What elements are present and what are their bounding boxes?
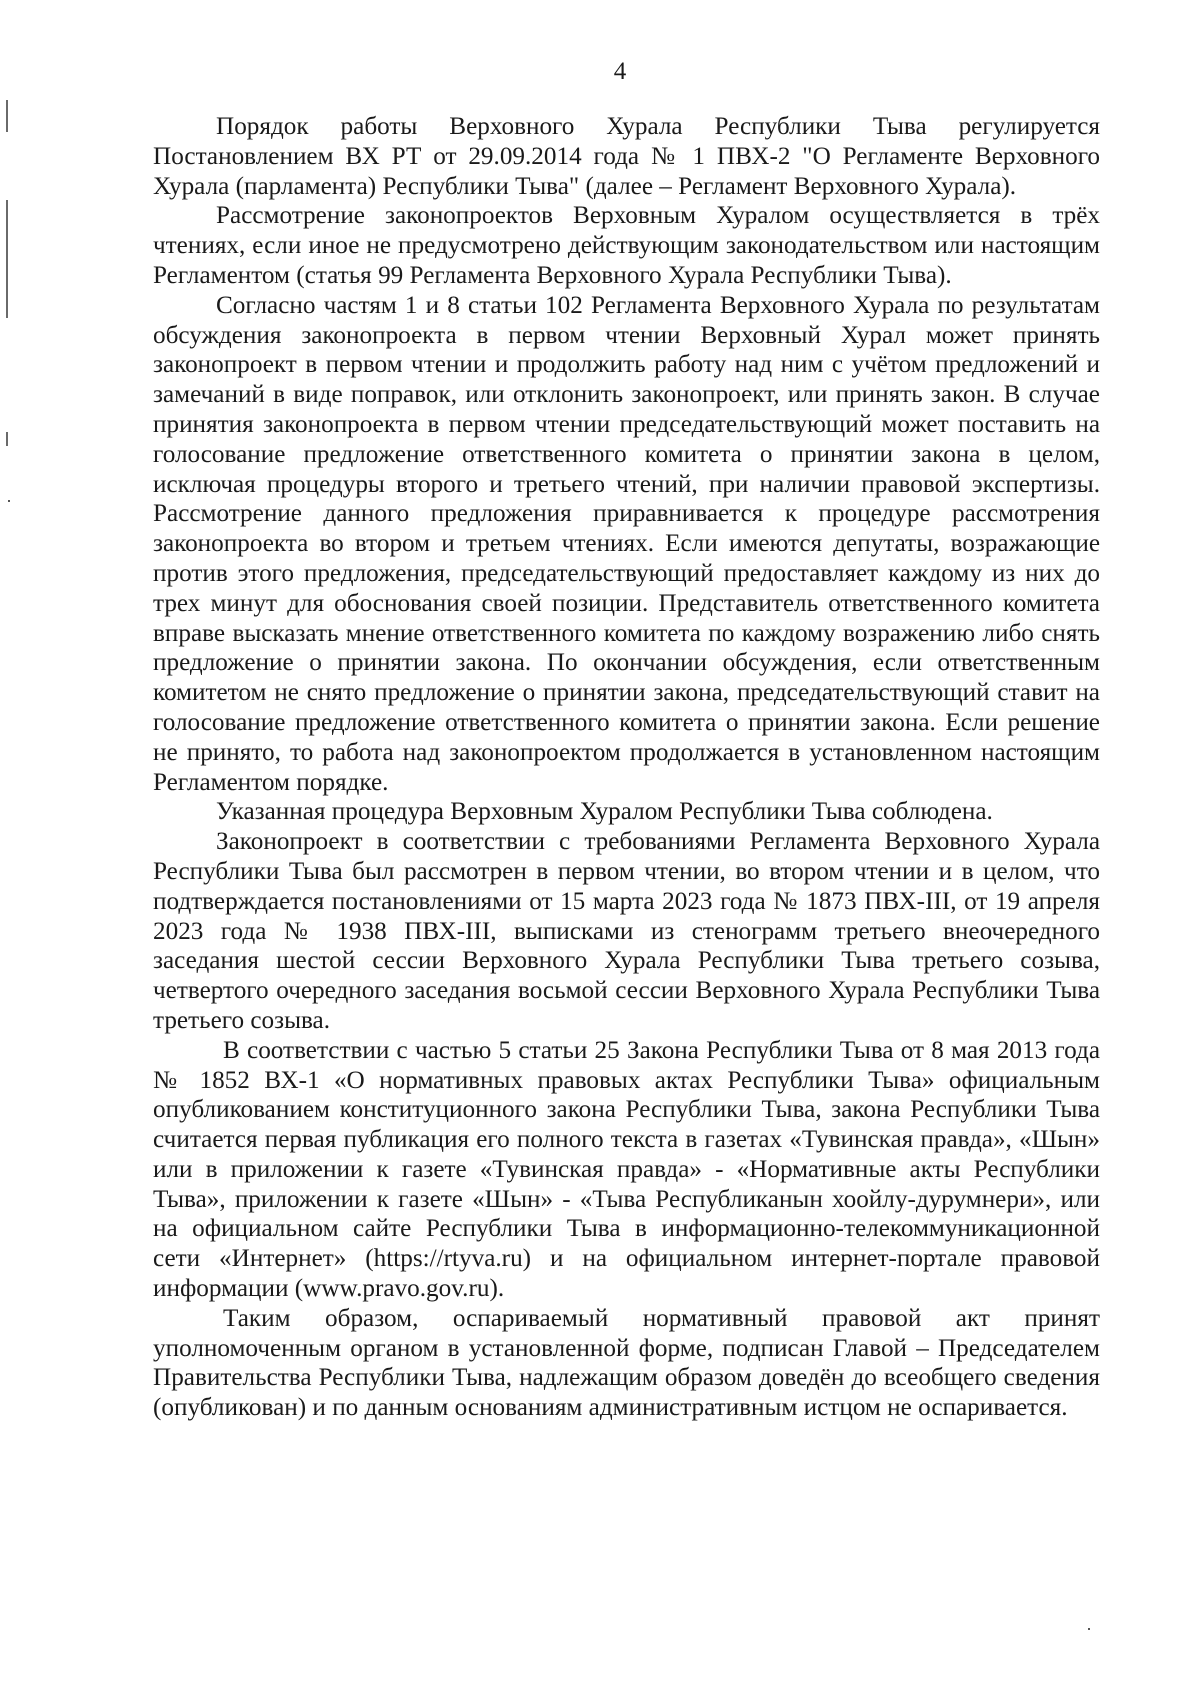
- paragraph-bill-readings: Законопроект в соответствии с требованиями Регламента Верховного Хурала Республики Тыва был рассмотрен в первом чтении, во втором чтении и в целом, что подтверждается постановлениями от 15 марта 2023 года № 1873 ПВХ-III, от 19 апреля 2023 года № 1938 ПВХ-III, выписками из стенограмм третьего внеочередного заседания шестой сессии Верховного Хурала Республики Тыва третьего созыва, четвертого очередного заседания восьмой сессии Верховного Хурала Республики Тыва третьего созыва.: [153, 828, 1100, 1034]
- scan-artifact-dot: [8, 500, 10, 502]
- scan-artifact-line: [6, 432, 8, 446]
- document-body: [153, 112, 1100, 1423]
- scan-artifact-line: [6, 200, 8, 318]
- paragraph-rules-of-procedure: Порядок работы Верховного Хурала Республики Тыва регулируется Постановлением ВХ РТ от 29.09.2014 года № 1 ПВХ-2 "О Регламенте Верховного Хурала (парламента) Республики Тыва" (далее – Регламент Верховного Хурала).: [153, 113, 1100, 200]
- paragraph-official-publication: В соответствии с частью 5 статьи 25 Закона Республики Тыва от 8 мая 2013 года № 1852 ВХ-1 «О нормативных правовых актах Республики Тыва» официальным опубликованием конституционного закона Республики Тыва, закона Республики Тыва считается первая публикация его полного текста в газетах «Тувинская правда», «Шын» или в приложении к газете «Тувинская правда» - «Нормативные акты Республики Тыва», приложении к газете «Шын» - «Тыва Республиканын хоойлу-дурумнери», или на официальном сайте Республики Тыва в информационно-телекоммуникационной сети «Интернет» (https://rtyva.ru) и на официальном интернет-портале правовой информации (www.pravo.gov.ru).: [153, 1036, 1100, 1303]
- paragraph-three-readings: Рассмотрение законопроектов Верховным Хуралом осуществляется в трёх чтениях, если иное не предусмотрено действующим законодательством или настоящим Регламентом (статья 99 Регламента Верховного Хурала Республики Тыва).: [153, 202, 1100, 289]
- scan-artifact-dot: [1088, 1628, 1090, 1630]
- paragraph-conclusion: Таким образом, оспариваемый нормативный правовой акт принят уполномоченным органом в установленной форме, подписан Главой – Председателем Правительства Республики Тыва, надлежащим образом доведён до всеобщего сведения (опубликован) и по данным основаниям административным истцом не оспаривается.: [153, 1304, 1100, 1422]
- paragraph-article-102: Согласно частям 1 и 8 статьи 102 Регламента Верховного Хурала по результатам обсуждения законопроекта в первом чтении Верховный Хурал может принять законопроект в первом чтении и продолжить работу над ним с учётом предложений и замечаний в виде поправок, или отклонить законопроект, или принять закон. В случае принятия законопроекта в первом чтении председательствующий может поставить на голосование предложение ответственного комитета о принятии закона в целом, исключая процедуры второго и третьего чтений, при наличии правовой экспертизы. Рассмотрение данного предложения приравнивается к процедуре рассмотрения законопроекта во втором и третьем чтениях. Если имеются депутаты, возражающие против этого предложения, председательствующий предоставляет каждому из них до трех минут для обоснования своей позиции. Представитель ответственного комитета вправе высказать мнение ответственного комитета по каждому возражению либо снять предложение о принятии закона. По окончании обсуждения, если ответственным комитетом не снято предложение о принятии закона, председательствующий ставит на голосование предложение ответственного комитета о принятии закона. Если решение не принято, то работа над законопроектом продолжается в установленном настоящим Регламентом порядке.: [153, 291, 1100, 796]
- paragraph-procedure-observed: Указанная процедура Верховным Хуралом Республики Тыва соблюдена.: [216, 798, 993, 826]
- page-number: 4: [613, 58, 627, 85]
- scan-artifact-line: [6, 100, 8, 132]
